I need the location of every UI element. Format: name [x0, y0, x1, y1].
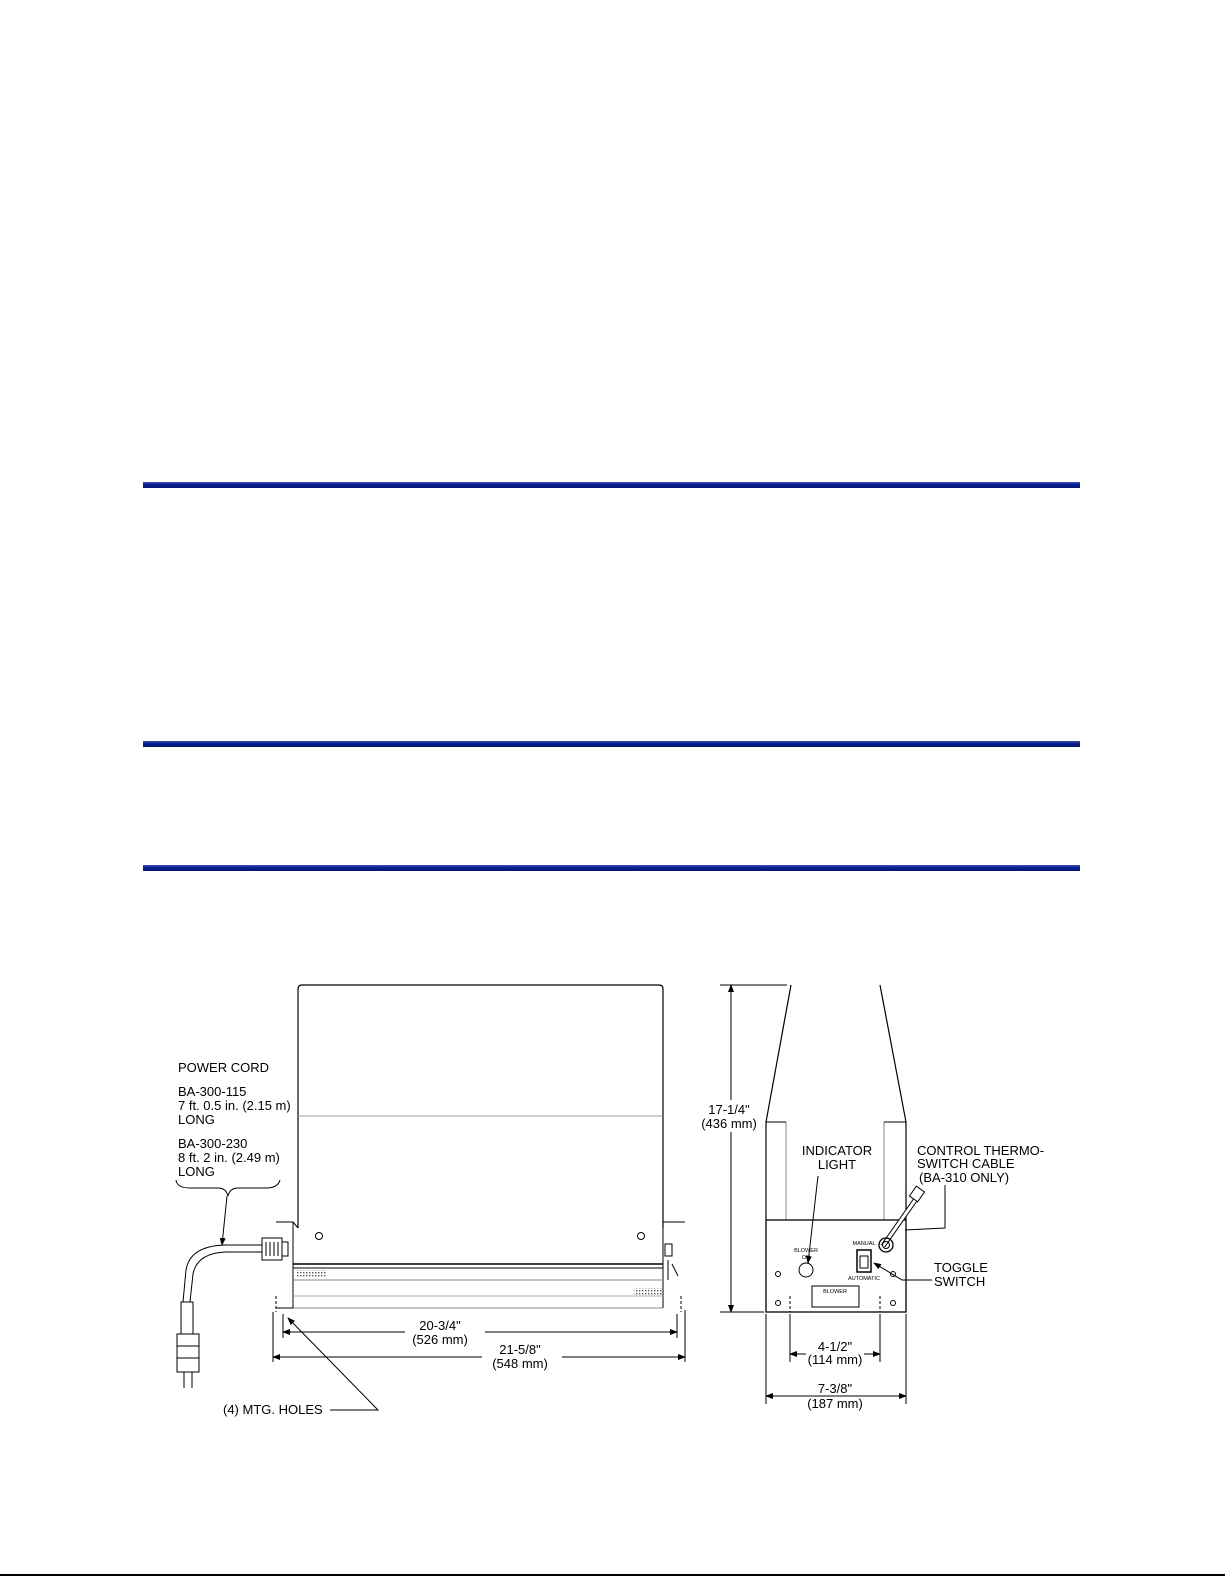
model-230-label: BA-300-230 — [178, 1136, 248, 1151]
box-screw-1 — [776, 1272, 781, 1277]
right-flange — [663, 1222, 685, 1308]
toggle-switch-icon — [857, 1250, 871, 1272]
model-115-label: BA-300-115 — [178, 1084, 247, 1099]
automatic-label: AUTOMATIC — [848, 1276, 880, 1282]
side-cover — [766, 985, 791, 1220]
dim-7-3-8: 7-3/8" — [817, 1381, 853, 1396]
cable-label-3: (BA-310 ONLY) — [919, 1170, 1010, 1185]
power-cord — [183, 1245, 262, 1302]
cable-label-2: SWITCH CABLE — [917, 1156, 1015, 1171]
plug-icon — [177, 1302, 199, 1388]
dim-4-1-2: 4-1/2" — [817, 1339, 853, 1354]
power-cord-label: POWER CORD — [178, 1060, 269, 1075]
dim-114mm: (114 mm) — [807, 1352, 863, 1367]
front-view-labels — [178, 1060, 562, 1417]
dim-20-3-4: 20-3/4" — [419, 1318, 461, 1333]
left-flange — [276, 1222, 293, 1308]
dim-17-1-4: 17-1/4" — [708, 1102, 750, 1117]
long-label-2: LONG — [178, 1164, 215, 1179]
cable-label-1: CONTROL THERMO- — [917, 1143, 1045, 1158]
dim-548mm: (548 mm) — [492, 1356, 548, 1371]
power-cord-brace — [176, 1180, 280, 1196]
blower-on-label-2: ON — [801, 1255, 811, 1261]
front-cover-panel — [298, 985, 663, 1228]
mtg-holes-label: (4) MTG. HOLES — [223, 1402, 323, 1417]
length-115-label: 7 ft. 0.5 in. (2.15 m) — [178, 1098, 291, 1113]
long-label-1: LONG — [178, 1112, 215, 1127]
box-screw-4 — [891, 1301, 896, 1306]
manual-label: MANUAL — [852, 1241, 876, 1247]
toggle-label-1: TOGGLE — [934, 1260, 988, 1275]
blower-plate-label: BLOWER — [823, 1289, 847, 1295]
indicator-label-2: LIGHT — [817, 1157, 857, 1172]
indicator-light-icon — [799, 1263, 813, 1277]
dim-187mm: (187 mm) — [807, 1396, 863, 1411]
dim-21-5-8: 21-5/8" — [499, 1342, 541, 1357]
toggle-label-2: SWITCH — [934, 1274, 986, 1289]
vent-grille-left — [296, 1270, 326, 1278]
cover-screw-left — [316, 1233, 323, 1240]
dim-436mm: (436 mm) — [701, 1116, 757, 1131]
dim-526mm: (526 mm) — [412, 1332, 468, 1347]
cord-connector — [262, 1238, 282, 1260]
length-230-label: 8 ft. 2 in. (2.49 m) — [178, 1150, 280, 1165]
footer-line — [0, 1574, 1225, 1576]
box-screw-3 — [776, 1301, 781, 1306]
cover-screw-right — [638, 1233, 645, 1240]
control-box — [766, 1220, 906, 1312]
indicator-label-1: INDICATOR — [801, 1143, 873, 1158]
blower-on-label-1: BLOWER — [794, 1248, 818, 1254]
vent-grille-right — [634, 1288, 662, 1296]
